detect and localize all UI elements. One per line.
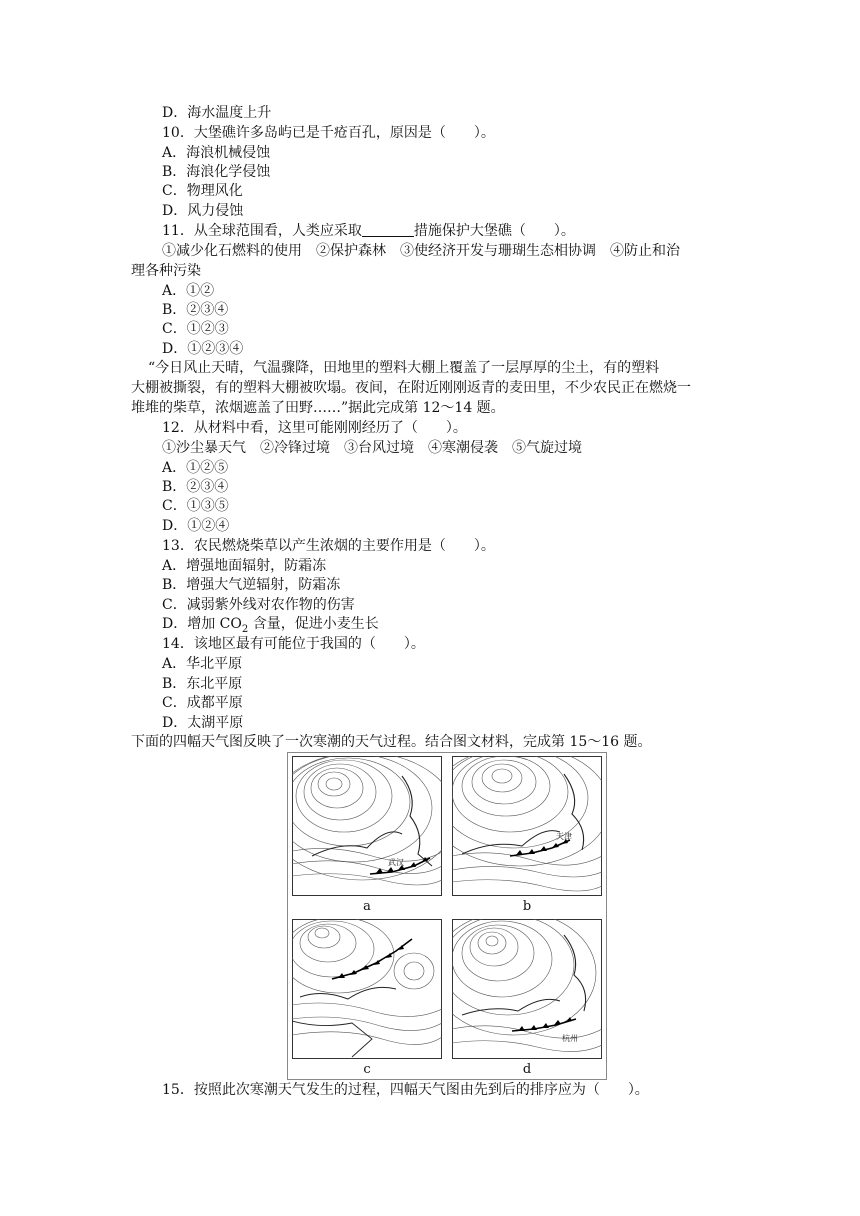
weather-map-a-drawing xyxy=(292,756,442,896)
q9-option-d: D．海水温度上升 xyxy=(162,105,272,121)
q15-16-intro: 下面的四幅天气图反映了一次寒潮的天气过程。结合图文材料，完成第 15～16 题。 xyxy=(131,734,652,750)
q14-option-d: D．太湖平原 xyxy=(162,715,244,731)
q11-option-d: D．①②③④ xyxy=(162,341,244,357)
q11-stem-post: 措施保护大堡礁（ ）。 xyxy=(413,223,575,239)
q13-option-d-subscript: 2 xyxy=(241,623,249,635)
q11-statements-line2: 理各种污染 xyxy=(131,263,201,279)
q11-option-a: A．①② xyxy=(162,283,215,299)
q13-option-d-post: 含量，促进小麦生长 xyxy=(248,616,379,632)
q11-stem-pre: 11．从全球范围看，人类应采取 xyxy=(162,223,362,239)
weather-map-a xyxy=(292,756,442,896)
q10-option-b: B．海浪化学侵蚀 xyxy=(162,164,271,180)
map-label-b: b xyxy=(522,899,532,914)
q15-stem: 15．按照此次寒潮天气发生的过程，四幅天气图由先到后的排序应为（ ）。 xyxy=(162,1082,649,1098)
q13-option-d-pre: D．增加 CO xyxy=(162,616,242,632)
material-line2: 大棚被撕裂，有的塑料大棚被吹塌。夜间，在附近刚刚返青的麦田里，不少农民正在燃烧一 xyxy=(131,380,691,396)
q11-option-b: B．②③④ xyxy=(162,302,229,318)
q12-option-c: C．①③⑤ xyxy=(162,498,229,514)
q10-option-d: D．风力侵蚀 xyxy=(162,203,244,219)
weather-map-b xyxy=(452,756,602,896)
q12-stem: 12．从材料中看，这里可能刚刚经历了（ ）。 xyxy=(162,420,467,436)
weather-map-c-drawing xyxy=(292,919,442,1059)
q12-option-d: D．①②④ xyxy=(162,518,230,534)
weather-map-d-drawing xyxy=(452,919,602,1059)
q12-statements: ①沙尘暴天气 ②冷锋过境 ③台风过境 ④寒潮侵袭 ⑤气旋过境 xyxy=(162,440,582,456)
q13-stem: 13．农民燃烧柴草以产生浓烟的主要作用是（ ）。 xyxy=(162,538,495,554)
q13-option-a: A．增强地面辐射，防霜冻 xyxy=(162,558,327,574)
q10-option-c: C．物理风化 xyxy=(162,183,243,199)
q14-stem: 14．该地区最有可能位于我国的（ ）。 xyxy=(162,636,425,652)
q11-stem xyxy=(162,222,575,241)
q14-option-a: A．华北平原 xyxy=(162,656,243,672)
q11-blank xyxy=(362,222,414,237)
q12-option-b: B．②③④ xyxy=(162,479,229,495)
q14-option-b: B．东北平原 xyxy=(162,676,243,692)
weather-map-c xyxy=(292,919,442,1059)
q14-option-c: C．成都平原 xyxy=(162,695,243,711)
weather-map-b-drawing xyxy=(452,756,602,896)
map-label-a: a xyxy=(363,899,371,914)
q11-statements-line1: ①减少化石燃料的使用 ②保护森林 ③使经济开发与珊瑚生态相协调 ④防止和治 xyxy=(162,243,680,259)
q12-option-a: A．①②⑤ xyxy=(162,460,229,476)
q10-option-a: A．海浪机械侵蚀 xyxy=(162,145,271,161)
material-line1: “今日风止天晴，气温骤降，田地里的塑料大棚上覆盖了一层厚厚的尘土，有的塑料 xyxy=(148,360,660,376)
q13-option-c: C．减弱紫外线对农作物的伤害 xyxy=(162,597,355,613)
q10-stem: 10．大堡礁许多岛屿已是千疮百孔，原因是（ ）。 xyxy=(162,125,495,141)
weather-map-d xyxy=(452,919,602,1059)
q11-option-c: C．①②③ xyxy=(162,321,229,337)
weather-maps-figure xyxy=(287,752,607,1080)
city-label-wuhan: 武汉 xyxy=(388,858,404,867)
material-line3: 堆堆的柴草，浓烟遮盖了田野……”据此完成第 12～14 题。 xyxy=(131,400,505,416)
q13-option-b: B．增强大气逆辐射，防霜冻 xyxy=(162,577,341,593)
city-label-tianjin: 天津 xyxy=(556,832,572,841)
map-label-d: d xyxy=(522,1062,532,1077)
map-label-c: c xyxy=(363,1062,371,1077)
city-label-hangzhou: 杭州 xyxy=(562,1034,578,1043)
